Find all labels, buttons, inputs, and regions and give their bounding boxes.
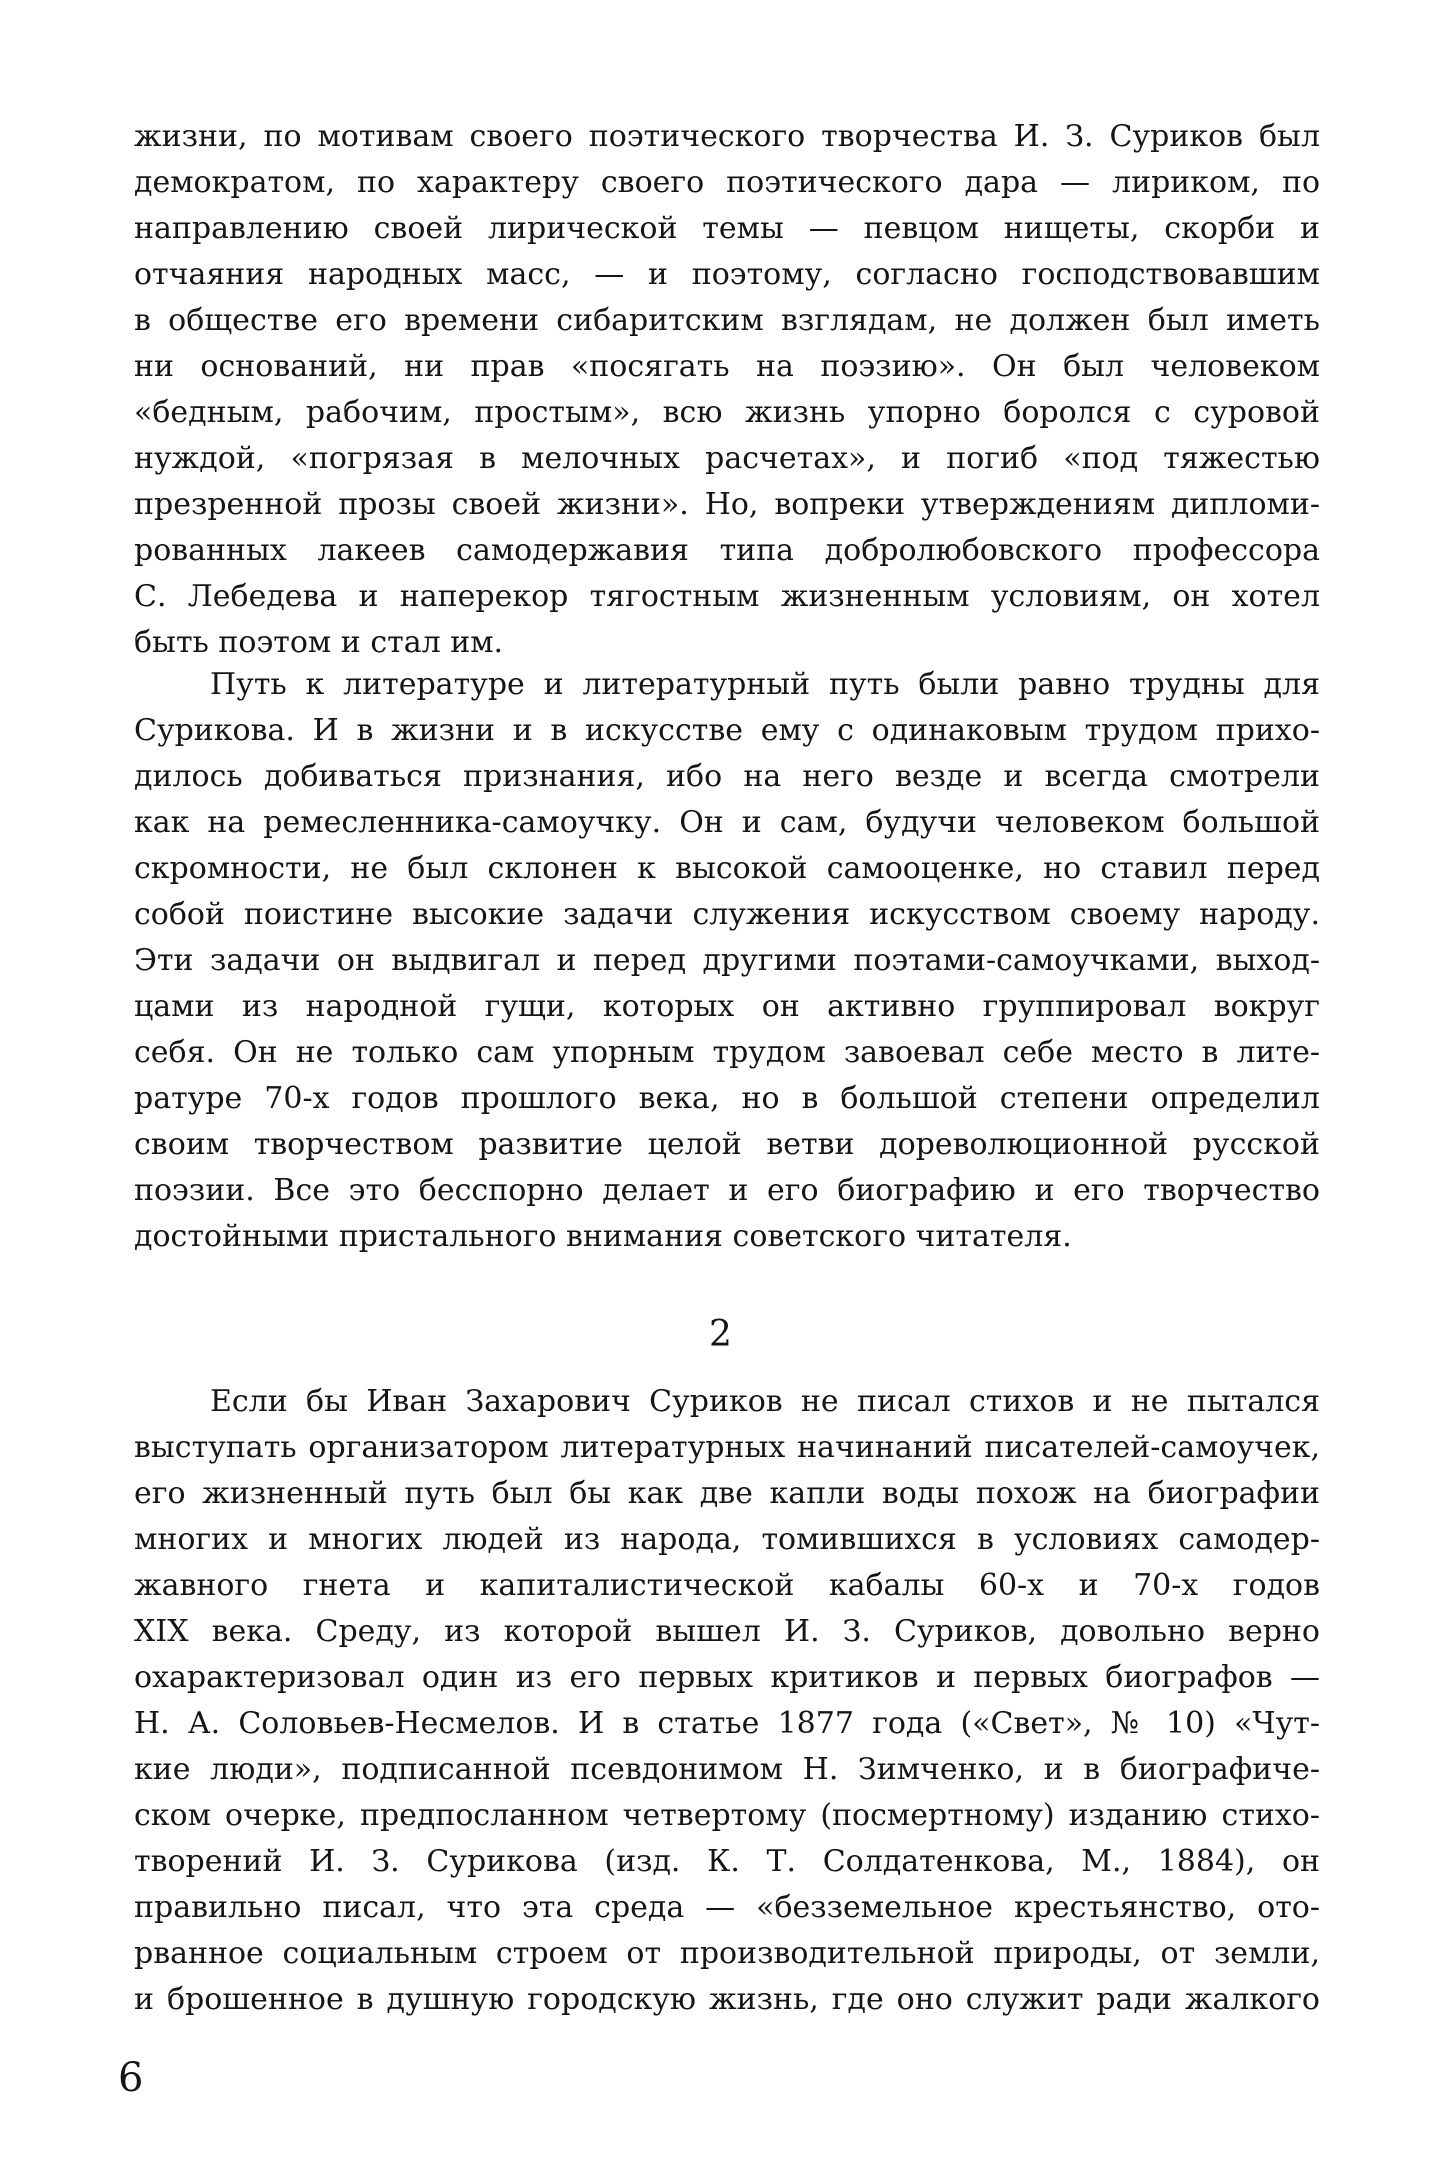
text-line: жизни, по мотивам своего поэтического творчества И. З. Суриков был [134,119,1320,154]
text-line: выступать организатором литературных начинаний писателей-самоучек, [134,1430,1320,1465]
text-line: достойными пристального внимания советского читателя. [134,1219,1072,1254]
text-line: жавного гнета и капиталистической кабалы 60-х и 70-х годов [134,1568,1320,1603]
text-line: демократом, по характеру своего поэтического дара — лириком, по [134,165,1320,200]
text-line: Сурикова. И в жизни и в искусстве ему с одинаковым трудом прихо- [134,713,1320,748]
text-line: многих и многих людей из народа, томившихся в условиях самодер- [134,1522,1320,1557]
section-number: 2 [709,1314,732,1355]
page-number: 6 [118,2055,144,2101]
text-line: кие люди», подписанной псевдонимом Н. Зимченко, и в биографиче- [134,1752,1320,1787]
text-line: рванное социальным строем от производительной природы, от земли, [134,1936,1320,1971]
paragraph-continued [134,114,1320,666]
text-line: правильно писал, что эта среда — «безземельное крестьянство, ото- [134,1890,1320,1925]
text-line: в обществе его времени сибаритским взглядам, не должен был иметь [134,303,1320,338]
text-line: ни оснований, ни прав «посягать на поэзию». Он был человеком [134,349,1320,384]
text-line: быть поэтом и стал им. [134,625,504,660]
text-line: Н. А. Соловьев-Несмелов. И в статье 1877 года («Свет», № 10) «Чут- [134,1706,1320,1741]
text-line: направлению своей лирической темы — певцом нищеты, скорби и [134,211,1320,246]
text-line: нуждой, «погрязая в мелочных расчетах», и погиб «под тяжестью [134,441,1320,476]
text-line: Путь к литературе и литературный путь были равно трудны для [210,667,1320,702]
text-line: ском очерке, предпосланном четвертому (посмертному) изданию стихо- [134,1798,1320,1833]
text-line: как на ремесленника-самоучку. Он и сам, будучи человеком большой [134,805,1320,840]
text-line: цами из народной гущи, которых он активно группировал вокруг [134,989,1320,1024]
paragraph-path-to-literature [134,662,1320,1260]
text-line: презренной прозы своей жизни». Но, вопреки утверждениям дипломи- [134,487,1320,522]
text-line: XIX века. Среду, из которой вышел И. З. Суриков, довольно верно [134,1614,1320,1649]
text-line: скромности, не был склонен к высокой самооценке, но ставил перед [134,851,1320,886]
text-line: и брошенное в душную городскую жизнь, где оно служит ради жалкого [134,1982,1320,2017]
text-line: «бедным, рабочим, простым», всю жизнь упорно боролся с суровой [134,395,1320,430]
text-line: ратуре 70-х годов прошлого века, но в большой степени определил [134,1081,1320,1116]
text-line: Эти задачи он выдвигал и перед другими поэтами-самоучками, выход- [134,943,1320,978]
text-line: С. Лебедева и наперекор тягостным жизненным условиям, он хотел [134,579,1320,614]
text-line: Если бы Иван Захарович Суриков не писал стихов и не пытался [210,1384,1320,1419]
text-line: рованных лакеев самодержавия типа добролюбовского профессора [134,533,1320,568]
text-line: дилось добиваться признания, ибо на него везде и всегда смотрели [134,759,1320,794]
text-line: собой поистине высокие задачи служения искусством своему народу. [134,897,1320,932]
text-line: его жизненный путь был бы как две капли воды похож на биографии [134,1476,1320,1511]
text-line: охарактеризовал один из его первых критиков и первых биографов — [134,1660,1320,1695]
text-line: своим творчеством развитие целой ветви дореволюционной русской [134,1127,1320,1162]
text-line: творений И. З. Сурикова (изд. К. Т. Солдатенкова, М., 1884), он [134,1844,1320,1879]
text-line: себя. Он не только сам упорным трудом завоевал себе место в лите- [134,1035,1320,1070]
paragraph-surikov-origins [134,1379,1320,2023]
text-line: поэзии. Все это бесспорно делает и его биографию и его творчество [134,1173,1320,1208]
text-line: отчаяния народных масс, — и поэтому, согласно господствовавшим [134,257,1320,292]
